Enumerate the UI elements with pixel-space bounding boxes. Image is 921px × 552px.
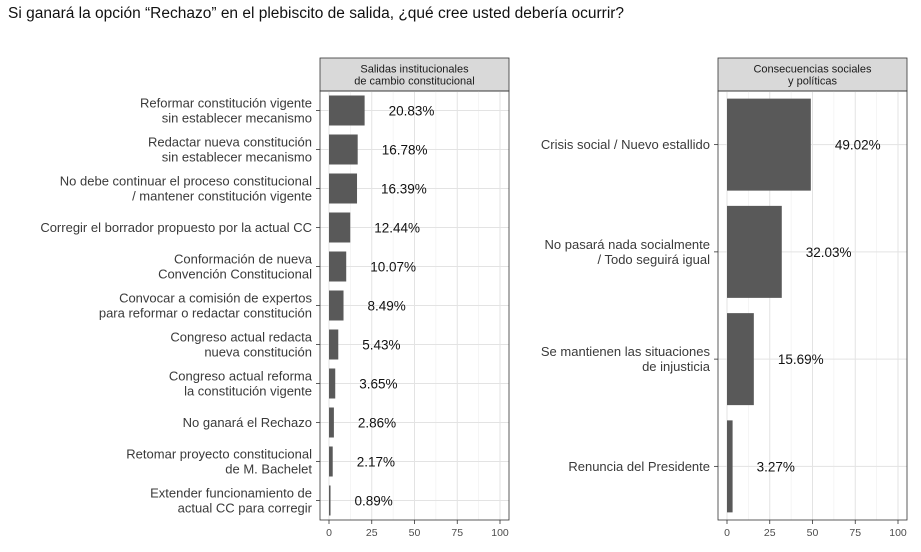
category-label: Corregir el borrador propuesto por la actual CC xyxy=(40,220,312,235)
x-tick-label: 100 xyxy=(491,527,509,539)
bar xyxy=(329,447,333,477)
bar xyxy=(329,369,335,399)
x-tick-label: 25 xyxy=(365,527,378,539)
bar xyxy=(329,408,334,438)
bar-value-label: 16.39% xyxy=(381,181,427,197)
category-label: No ganará el Rechazo xyxy=(182,415,312,430)
bar-value-label: 15.69% xyxy=(777,352,824,368)
x-tick-label: 0 xyxy=(326,527,332,539)
category-label: No debe continuar el proceso constitucional xyxy=(59,173,312,189)
category-label: la constitución vigente xyxy=(184,383,312,399)
bar-value-label: 10.07% xyxy=(370,259,417,275)
bar xyxy=(329,135,358,165)
bar-value-label: 49.02% xyxy=(834,137,881,153)
x-tick-label: 50 xyxy=(408,527,421,539)
bar-value-label: 20.83% xyxy=(388,103,435,119)
category-label: de injusticia xyxy=(642,359,710,375)
chart-title: Si ganará la opción “Rechazo” en el plebiscito de salida, ¿qué cree usted debería ocurrir? xyxy=(8,5,625,22)
facet-strip-label: y políticas xyxy=(788,75,837,88)
category-label: para reformar o redactar constitución xyxy=(98,305,312,321)
x-tick-label: 50 xyxy=(806,527,819,539)
category-label: sin establecer mecanismo xyxy=(161,149,312,165)
x-tick-label: 75 xyxy=(451,527,464,539)
bar-value-label: 3.27% xyxy=(756,459,795,475)
category-label: Se mantienen las situaciones xyxy=(540,344,710,360)
category-label: Convención Constitucional xyxy=(158,266,312,282)
x-tick-label: 100 xyxy=(889,527,907,539)
bar-value-label: 2.17% xyxy=(356,454,395,470)
category-label: de M. Bachelet xyxy=(225,461,312,477)
facet-strip-label: Consecuencias sociales xyxy=(753,63,872,76)
facet-strip-label: de cambio constitucional xyxy=(354,75,475,88)
x-tick-label: 75 xyxy=(849,527,862,539)
bar-value-label: 2.86% xyxy=(357,415,397,431)
bar-value-label: 3.65% xyxy=(359,376,398,392)
bar-value-label: 16.78% xyxy=(381,142,428,158)
bar xyxy=(727,206,782,298)
category-label: Congreso actual redacta xyxy=(170,329,312,345)
category-label: No pasará nada socialmente xyxy=(544,236,710,252)
x-tick-label: 0 xyxy=(724,527,730,539)
bar xyxy=(727,313,754,405)
category-label: Convocar a comisión de expertos xyxy=(119,290,312,306)
category-label: Extender funcionamiento de xyxy=(150,485,312,501)
category-label: nueva constitución xyxy=(204,344,312,360)
bar-value-label: 8.49% xyxy=(367,298,406,314)
bar-value-label: 5.43% xyxy=(362,337,401,353)
category-label: Congreso actual reforma xyxy=(168,368,312,384)
bar xyxy=(329,252,346,282)
category-label: / mantener constitución vigente xyxy=(132,188,312,204)
bar xyxy=(727,99,811,191)
x-tick-label: 25 xyxy=(763,527,776,539)
category-label: Retomar proyecto constitucional xyxy=(126,446,312,462)
category-label: sin establecer mecanismo xyxy=(161,110,312,126)
bar xyxy=(329,213,350,243)
category-label: actual CC para corregir xyxy=(177,500,312,516)
bar xyxy=(329,330,338,360)
facet-strip-label: Salidas institucionales xyxy=(360,63,469,76)
bar xyxy=(727,420,733,512)
bar-value-label: 0.89% xyxy=(354,493,393,509)
category-label: Renuncia del Presidente xyxy=(568,458,710,474)
bar-value-label: 32.03% xyxy=(805,244,852,260)
category-label: Conformación de nueva xyxy=(173,251,312,267)
category-label: / Todo seguirá igual xyxy=(597,251,710,267)
bar xyxy=(329,291,344,321)
bar xyxy=(329,486,331,516)
bar-value-label: 12.44% xyxy=(374,220,421,236)
bar xyxy=(329,174,357,204)
bar xyxy=(329,96,365,126)
category-label: Redactar nueva constitución xyxy=(147,134,312,150)
category-label: Crisis social / Nuevo estallido xyxy=(540,137,710,153)
category-label: Reformar constitución vigente xyxy=(140,95,312,111)
